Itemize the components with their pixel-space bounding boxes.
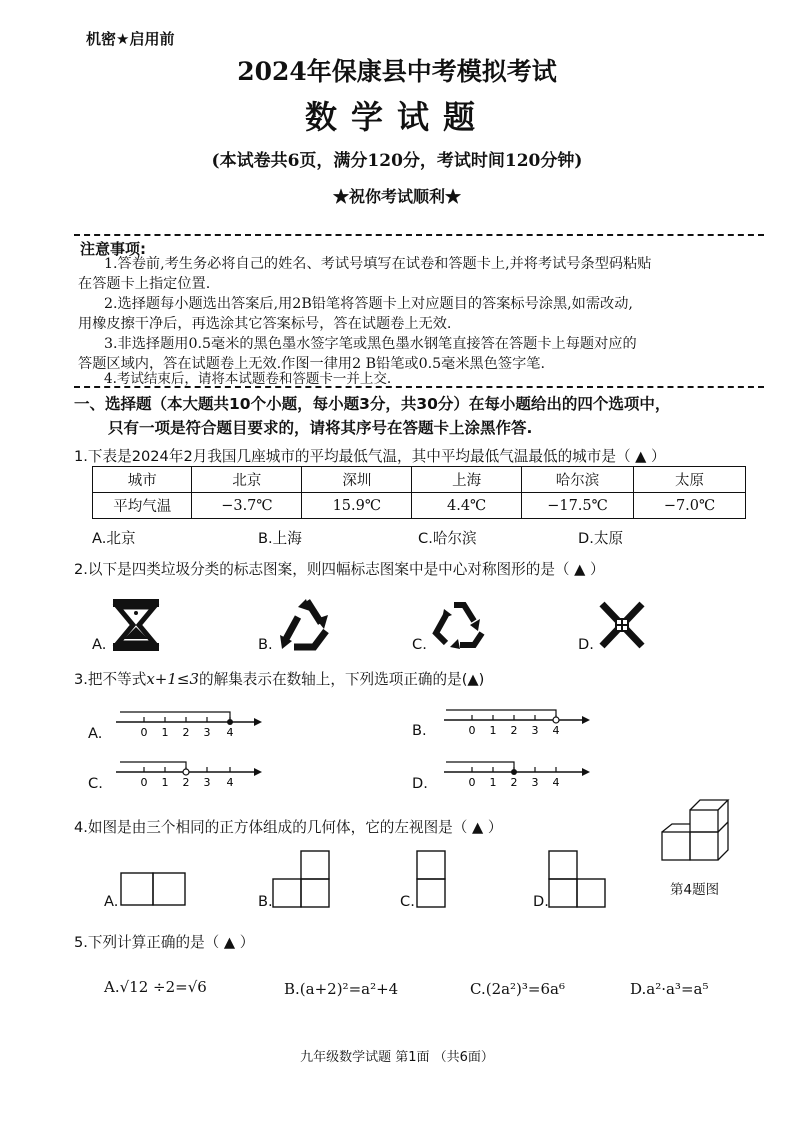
q4-view-b [272,850,332,910]
subject-title: 数学试题 [304,98,489,136]
q4-view-a [120,872,186,908]
q3-option-a[interactable]: A. [88,725,103,742]
table-cell: 北京 [192,467,302,493]
tick-label: 2 [182,776,190,789]
q5-option-c[interactable]: C.(2a²)³=6a⁶ [470,980,565,998]
tick-label: 1 [161,776,169,789]
table-cell: 城市 [93,467,192,493]
q5-option-a[interactable]: A.√12 ÷2=√6 [104,978,207,996]
q1-option-c[interactable]: C.哈尔滨 [418,530,477,547]
table-cell: −17.5℃ [522,493,634,519]
recycle-symbol-icon [276,597,338,651]
exam-title: 2024年保康县中考模拟考试 [237,57,557,86]
notice-title: 注意事项: [80,240,146,258]
notice-line-1: 1.答卷前,考生务必将自己的姓名、考试号填写在试卷和答题卡上,并将考试号条型码粘贴 [104,256,652,272]
tick-label: 0 [468,724,476,737]
q4-option-a[interactable]: A. [104,893,119,910]
q3-numberline-a [112,704,262,740]
table-cell: 太原 [634,467,746,493]
page-footer: 九年级数学试题 第1面 （共6面） [300,1050,494,1065]
table-cell: 深圳 [302,467,412,493]
q3-numberline-c [112,754,262,790]
tick-label: 2 [510,776,518,789]
q3-numberline-b [440,702,590,738]
tick-label: 0 [468,776,476,789]
tick-label: 3 [531,776,539,789]
q4-view-d [548,850,608,910]
tick-label: 1 [161,726,169,739]
q4-option-b[interactable]: B. [258,893,273,910]
tick-label: 3 [203,726,211,739]
q1-table [92,466,746,519]
tick-label: 2 [510,724,518,737]
q1-option-d[interactable]: D.太原 [578,530,624,547]
q5-option-d[interactable]: D.a²·a³=a⁵ [630,980,709,998]
exam-info: (本试卷共6页，满分120分，考试时间120分钟) [211,151,583,171]
tick-label: 3 [531,724,539,737]
q4-option-d[interactable]: D. [533,893,549,910]
q3-option-b[interactable]: B. [412,722,427,739]
q3-stem-pre: 3.把不等式 [74,671,147,688]
tick-label: 4 [226,726,234,739]
notice-line-7: 4.考试结束后，请将本试题卷和答题卡一并上交. [104,371,392,387]
q3-inequality: x+1≤3 [146,670,199,688]
tick-label: 2 [182,726,190,739]
confidential-label: 机密★启用前 [86,30,175,48]
table-row [93,467,746,493]
q4-view-c [416,850,446,910]
table-cell: −3.7℃ [192,493,302,519]
notice-line-6: 答题区域内，答在试题卷上无效.作图一律用2 B铅笔或0.5毫米黑色签字笔. [78,356,545,372]
table-cell: 上海 [412,467,522,493]
table-row [93,493,746,519]
tick-label: 3 [203,776,211,789]
table-cell: 哈尔滨 [522,467,634,493]
q1-option-a[interactable]: A.北京 [92,530,136,547]
q2-option-d[interactable]: D. [578,636,594,653]
notice-line-5: 3.非选择题用0.5毫米的黑色墨水签字笔或黑色墨水钢笔直接答在答题卡上每题对应的 [104,336,637,352]
section1-line2: 只有一项是符合题目要求的，请将其序号在答题卡上涂黑作答. [108,419,533,437]
table-cell: 4.4℃ [412,493,522,519]
cross-arrows-symbol-icon [596,600,648,650]
q3-option-d[interactable]: D. [412,775,428,792]
q3-stem [74,668,484,689]
q3-stem-post: 的解集表示在数轴上，下列选项正确的是(▲) [199,671,485,688]
q1-stem: 1.下表是2024年2月我国几座城市的平均最低气温，其中平均最低气温最低的城市是（ ▲ ） [74,448,666,465]
table-cell: −7.0℃ [634,493,746,519]
q4-figure-caption: 第4题图 [670,882,720,898]
tick-label: 1 [489,776,497,789]
table-cell: 平均气温 [93,493,192,519]
q4-stem: 4.如图是由三个相同的正方体组成的几何体，它的左视图是（ ▲ ） [74,819,503,836]
q4-option-c[interactable]: C. [400,893,415,910]
q3-option-c[interactable]: C. [88,775,103,792]
hourglass-symbol-icon [110,596,162,654]
q2-stem: 2.以下是四类垃圾分类的标志图案，则四幅标志图案中是中心对称图形的是（ ▲ ） [74,561,605,578]
q2-option-b[interactable]: B. [258,636,273,653]
notice-line-2: 在答题卡上指定位置. [78,276,211,292]
notice-line-3: 2.选择题每小题选出答案后,用2B铅笔将答题卡上对应题目的答案标号涂黑,如需改动, [104,296,633,312]
tick-label: 1 [489,724,497,737]
tick-label: 0 [140,776,148,789]
q5-stem: 5.下列计算正确的是（ ▲ ） [74,934,255,951]
notice-line-4: 用橡皮擦干净后，再选涂其它答案标号，答在试题卷上无效. [78,316,452,332]
tick-label: 4 [552,776,560,789]
good-luck-line: ★祝你考试顺利★ [332,187,461,206]
q2-option-a[interactable]: A. [92,636,107,653]
q1-option-b[interactable]: B.上海 [258,530,302,547]
tick-label: 4 [552,724,560,737]
q3-numberline-d [440,754,590,790]
q4-solid-figure [660,798,734,864]
tick-label: 0 [140,726,148,739]
q5-option-b[interactable]: B.(a+2)²=a²+4 [284,980,399,998]
section1-line1: 一、选择题（本大题共10个小题，每小题3分，共30分）在每小题给出的四个选项中， [74,395,671,413]
recycle-symbol-icon [430,597,492,651]
tick-label: 4 [226,776,234,789]
q2-option-c[interactable]: C. [412,636,427,653]
section1-heading [74,392,784,440]
table-cell: 15.9℃ [302,493,412,519]
